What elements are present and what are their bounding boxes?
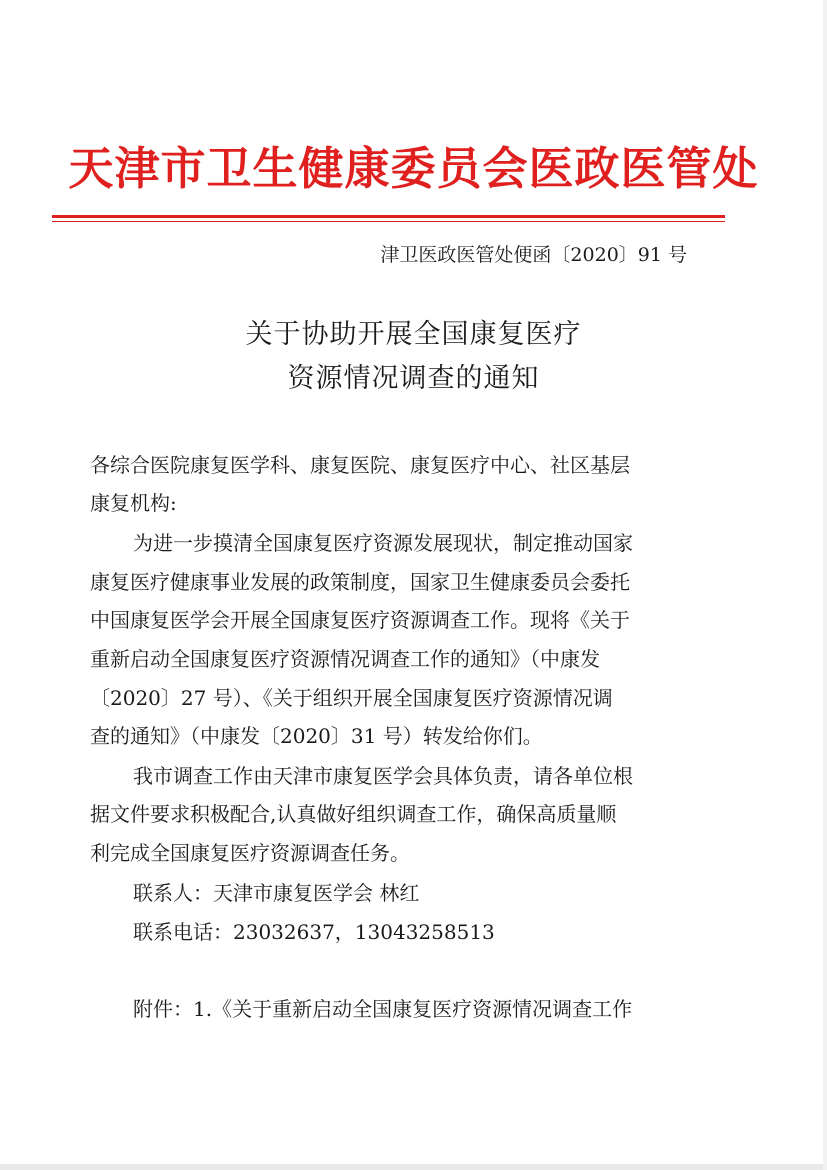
scan-bottom-edge: [0, 1164, 827, 1170]
organization-header: 天津市卫生健康委员会医政医管处: [68, 142, 759, 195]
scan-right-edge: [823, 0, 827, 1170]
paragraph-2-line-3: 利完成全国康复医疗资源调查任务。: [90, 841, 410, 865]
contact-phone: 联系电话：23032637，13043258513: [133, 920, 495, 944]
notice-title-line-1: 关于协助开展全国康复医疗: [245, 319, 582, 350]
notice-title-line-2: 资源情况调查的通知: [287, 363, 540, 394]
addressee-line-1: 各综合医院康复医学科、康复医院、康复医疗中心、社区基层: [90, 453, 630, 477]
paragraph-1-line-6: 查的通知》（中康发〔2020〕31 号）转发给你们。: [90, 724, 543, 748]
paragraph-1-line-1: 为进一步摸清全国康复医疗资源发展现状，制定推动国家: [133, 531, 633, 555]
paragraph-1-line-4: 重新启动全国康复医疗资源情况调查工作的通知》（中康发: [90, 647, 600, 671]
paragraph-1-line-3: 中国康复医学会开展全国康复医疗资源调查工作。现将《关于: [90, 608, 630, 632]
attachment-line: 附件：1.《关于重新启动全国康复医疗资源情况调查工作: [133, 997, 633, 1021]
paragraph-2-line-2: 据文件要求积极配合,认真做好组织调查工作，确保高质量顺: [90, 802, 617, 826]
paragraph-1-line-5: 〔2020〕27 号）、《关于组织开展全国康复医疗资源情况调: [90, 686, 613, 710]
paragraph-1-line-2: 康复医疗健康事业发展的政策制度，国家卫生健康委员会委托: [90, 570, 630, 594]
document-number: 津卫医政医管处便函〔2020〕91 号: [380, 244, 687, 266]
contact-person: 联系人：天津市康复医学会 林红: [133, 881, 420, 905]
paragraph-2-line-1: 我市调查工作由天津市康复医学会具体负责，请各单位根: [133, 764, 633, 788]
header-red-rule-thin: [52, 221, 725, 222]
header-red-rule-thick: [52, 215, 725, 218]
addressee-line-2: 康复机构:: [90, 491, 177, 515]
